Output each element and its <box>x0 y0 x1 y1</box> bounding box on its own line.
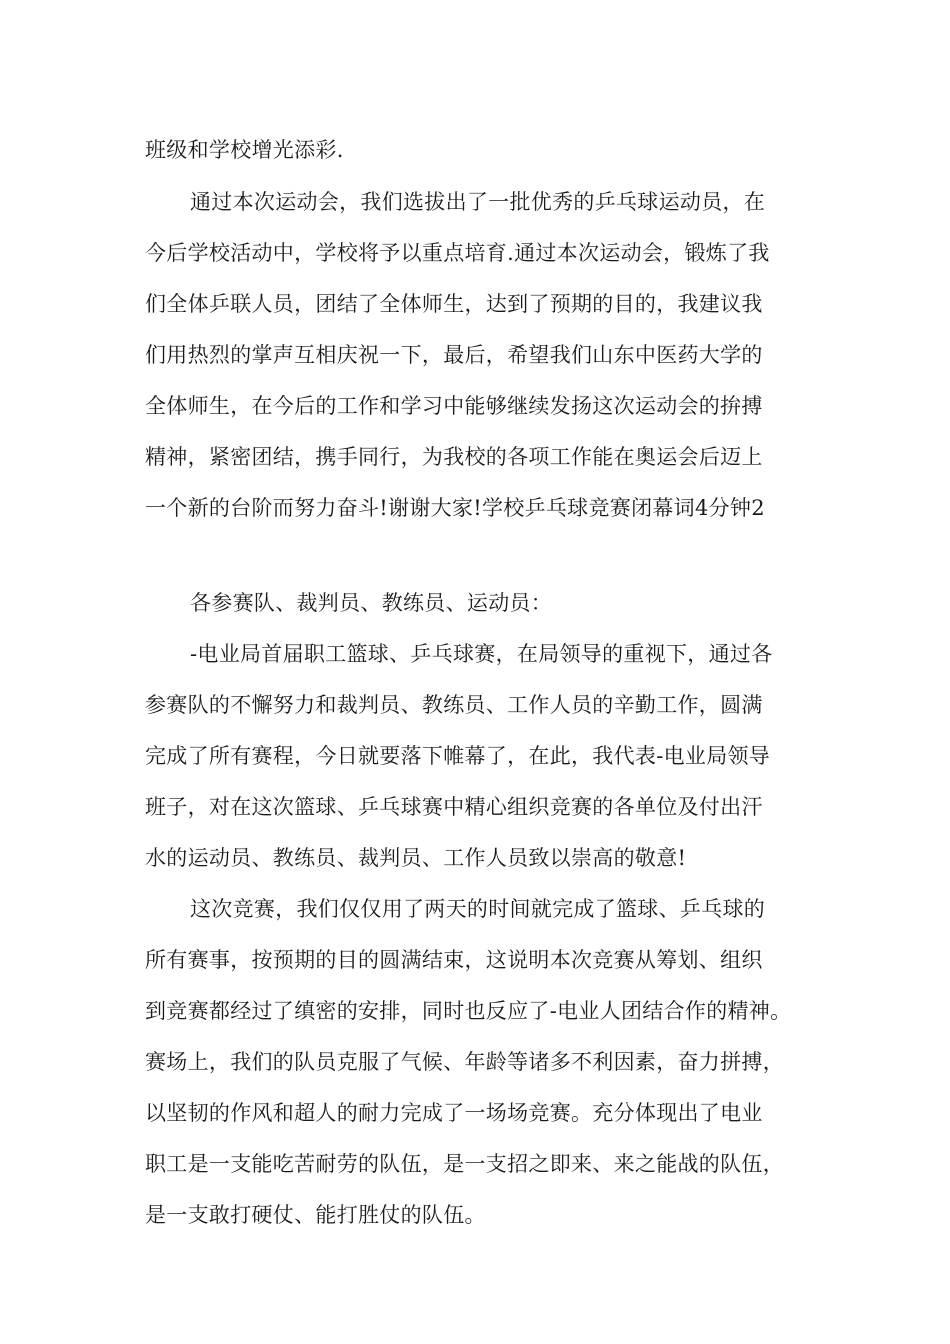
text-line: 全体师生，在今后的工作和学习中能够继续发扬这次运动会的拚搏 <box>145 394 763 418</box>
text-line: 以坚韧的作风和超人的耐力完成了一场场竞赛。充分体现出了电业 <box>145 1101 763 1125</box>
text-line: 所有赛事，按预期的目的圆满结束，这说明本次竞赛从筹划、组织 <box>145 948 763 972</box>
text-line: 是一支敢打硬仗、能打胜仗的队伍。 <box>145 1203 486 1227</box>
text-line: 班子，对在这次篮球、乒乓球赛中精心组织竞赛的各单位及付出汗 <box>145 795 763 819</box>
text-line: 赛场上，我们的队员克服了气候、年龄等诸多不利因素，奋力拼搏， <box>145 1050 784 1074</box>
text-line: 精神，紧密团结，携手同行，为我校的各项工作能在奥运会后迈上 <box>145 445 763 469</box>
text-line: 水的运动员、教练员、裁判员、工作人员致以崇高的敬意! <box>145 846 687 870</box>
text-line: 班级和学校增光添彩. <box>145 138 344 162</box>
paragraph-start-line: -电业局首届职工篮球、乒乓球赛，在局领导的重视下，通过各 <box>190 642 773 666</box>
paragraph-start-line: 通过本次运动会，我们选拔出了一批优秀的乒乓球运动员，在 <box>190 190 766 214</box>
text-line: 们用热烈的掌声互相庆祝一下，最后，希望我们山东中医药大学的 <box>145 343 763 367</box>
salutation-line: 各参赛队、裁判员、教练员、运动员： <box>190 591 553 615</box>
paragraph-start-line: 这次竞赛，我们仅仅用了两天的时间就完成了篮球、乒乓球的 <box>190 897 766 921</box>
text-line: 们全体乒联人员，团结了全体师生，达到了预期的目的，我建议我 <box>145 292 763 316</box>
text-line: 到竞赛都经过了缜密的安排，同时也反应了-电业人团结合作的精神。 <box>145 999 792 1023</box>
text-line: 职工是一支能吃苦耐劳的队伍，是一支招之即来、来之能战的队伍， <box>145 1152 784 1176</box>
text-line: 今后学校活动中，学校将予以重点培育.通过本次运动会，锻炼了我 <box>145 241 770 265</box>
text-line: 完成了所有赛程，今日就要落下帷幕了，在此，我代表-电业局领导 <box>145 744 771 768</box>
text-line: 一个新的台阶而努力奋斗!谢谢大家!学校乒乓球竞赛闭幕词4分钟2 <box>145 496 765 520</box>
text-line: 参赛队的不懈努力和裁判员、教练员、工作人员的辛勤工作，圆满 <box>145 693 763 717</box>
